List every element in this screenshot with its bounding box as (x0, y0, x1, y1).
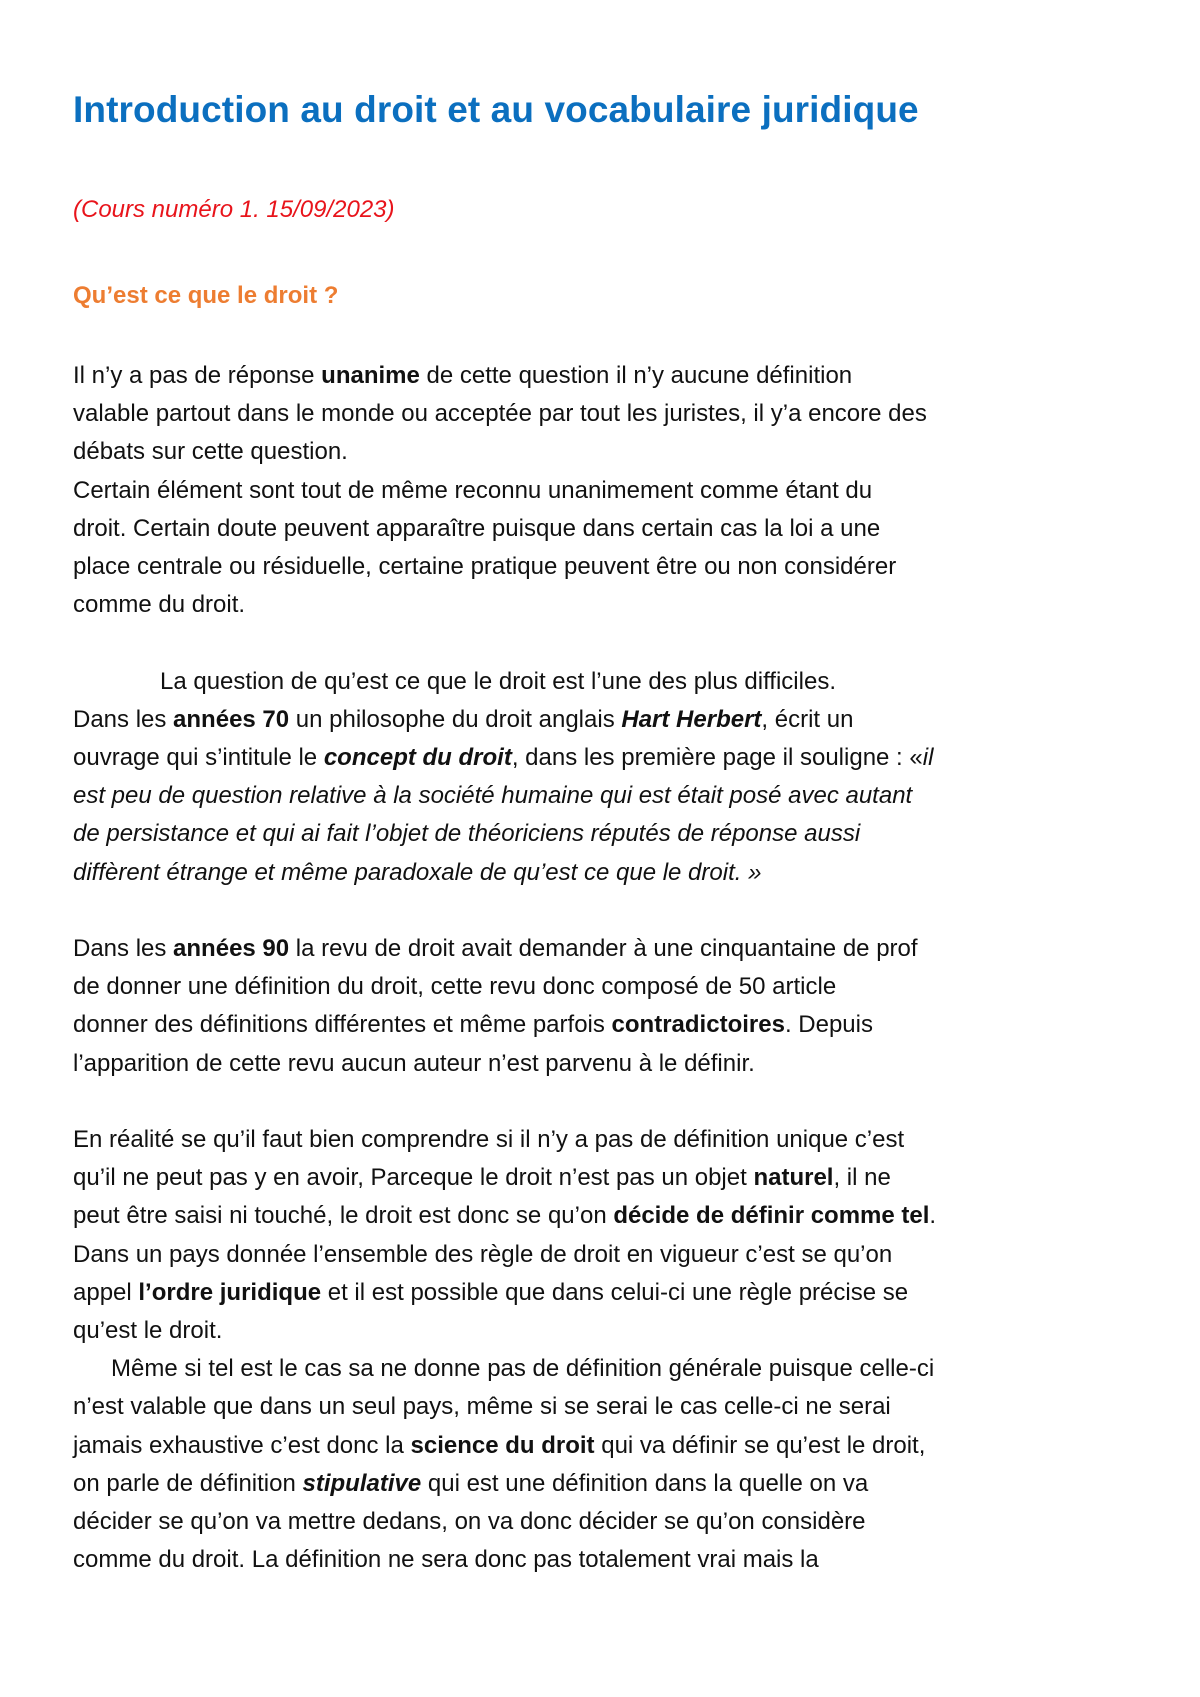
bold-term: naturel (753, 1164, 834, 1192)
paragraph-2 (73, 663, 1138, 892)
text-line: de donner une définition du droit, cette revu donc composé de 50 article (73, 973, 837, 1001)
text-line: on parle de définition stipulative qui est une définition dans la quelle on va (73, 1469, 869, 1497)
bold-term: unanime (321, 362, 420, 389)
bold-term: décide de définir comme tel (613, 1202, 930, 1230)
text-line: Dans les années 90 la revu de droit avait demander à une cinquantaine de prof (73, 935, 918, 963)
paragraph-5 (73, 1350, 1138, 1579)
quote-line: diffèrent étrange et même paradoxale de qu’est ce que le droit. » (73, 858, 762, 886)
bold-term: contradictoires (611, 1011, 785, 1039)
paragraph-4 (73, 1121, 1138, 1350)
text-line: droit. Certain doute peuvent apparaître puisque dans certain cas la loi a une (73, 514, 881, 542)
quote-line: de persistance et qui ai fait l’objet de théoriciens réputés de réponse aussi (73, 820, 861, 848)
text-line: l’apparition de cette revu aucun auteur n’est parvenu à le définir. (73, 1049, 755, 1077)
text-line: débats sur cette question. (73, 438, 348, 466)
bold-term: années 70 (173, 705, 290, 733)
section-heading: Qu’est ce que le droit ? (73, 282, 339, 309)
text-line: Il n’y a pas de réponse unanime de cette question il n’y aucune définition (73, 362, 853, 389)
bold-term: années 90 (173, 935, 290, 963)
bold-italic-term: stipulative (302, 1469, 422, 1497)
text-line: comme du droit. La définition ne sera donc pas totalement vrai mais la (73, 1546, 819, 1574)
text-line: La question de qu’est ce que le droit est l’une des plus difficiles. (160, 667, 836, 695)
text-line: peut être saisi ni touché, le droit est donc se qu’on décide de définir comme tel. (73, 1202, 937, 1230)
text-line: appel l’ordre juridique et il est possible que dans celui-ci une règle précise se (73, 1278, 909, 1306)
bold-term: l’ordre juridique (138, 1278, 322, 1306)
paragraph-3 (73, 930, 1138, 1083)
document-body (73, 357, 1138, 1579)
text-line: jamais exhaustive c’est donc la science du droit qui va définir se qu’est le droit, (73, 1431, 926, 1459)
quote-line: est peu de question relative à la société humaine qui est était posé avec autant (73, 782, 913, 810)
text-line: Certain élément sont tout de même reconnu unanimement comme étant du (73, 476, 873, 504)
text-line: qu’est le droit. (73, 1317, 223, 1345)
text-line: n’est valable que dans un seul pays, même si se serai le cas celle-ci ne serai (73, 1393, 891, 1421)
book-title: concept du droit (323, 744, 512, 772)
text-line: Dans les années 70 un philosophe du droit anglais Hart Herbert, écrit un (73, 705, 854, 733)
blank-line (73, 1083, 1138, 1121)
text-line: décider se qu’on va mettre dedans, on va donc décider se qu’on considère (73, 1508, 866, 1536)
author-name: Hart Herbert (621, 705, 762, 733)
document-title: Introduction au droit et au vocabulaire juridique (73, 89, 919, 130)
text-line: ouvrage qui s’intitule le concept du droit, dans les première page il souligne : «il (73, 744, 934, 772)
text-line: place centrale ou résiduelle, certaine pratique peuvent être ou non considérer (73, 553, 897, 581)
paragraph-1 (73, 357, 1138, 624)
text-line: comme du droit. (73, 591, 246, 619)
blank-line (73, 892, 1138, 930)
text-line: Même si tel est le cas sa ne donne pas de définition générale puisque celle-ci (111, 1355, 935, 1383)
blank-line (73, 624, 1138, 662)
text-line: donner des définitions différentes et même parfois contradictoires. Depuis (73, 1011, 873, 1039)
text-line: Dans un pays donnée l’ensemble des règle de droit en vigueur c’est se qu’on (73, 1240, 893, 1268)
course-subtitle: (Cours numéro 1. 15/09/2023) (73, 196, 395, 223)
text-line: En réalité se qu’il faut bien comprendre si il n’y a pas de définition unique c’est (73, 1126, 905, 1154)
text-line: qu’il ne peut pas y en avoir, Parceque le droit n’est pas un objet naturel, il ne (73, 1164, 891, 1192)
bold-term: science du droit (410, 1431, 595, 1459)
text-line: valable partout dans le monde ou acceptée par tout les juristes, il y’a encore des (73, 400, 927, 428)
